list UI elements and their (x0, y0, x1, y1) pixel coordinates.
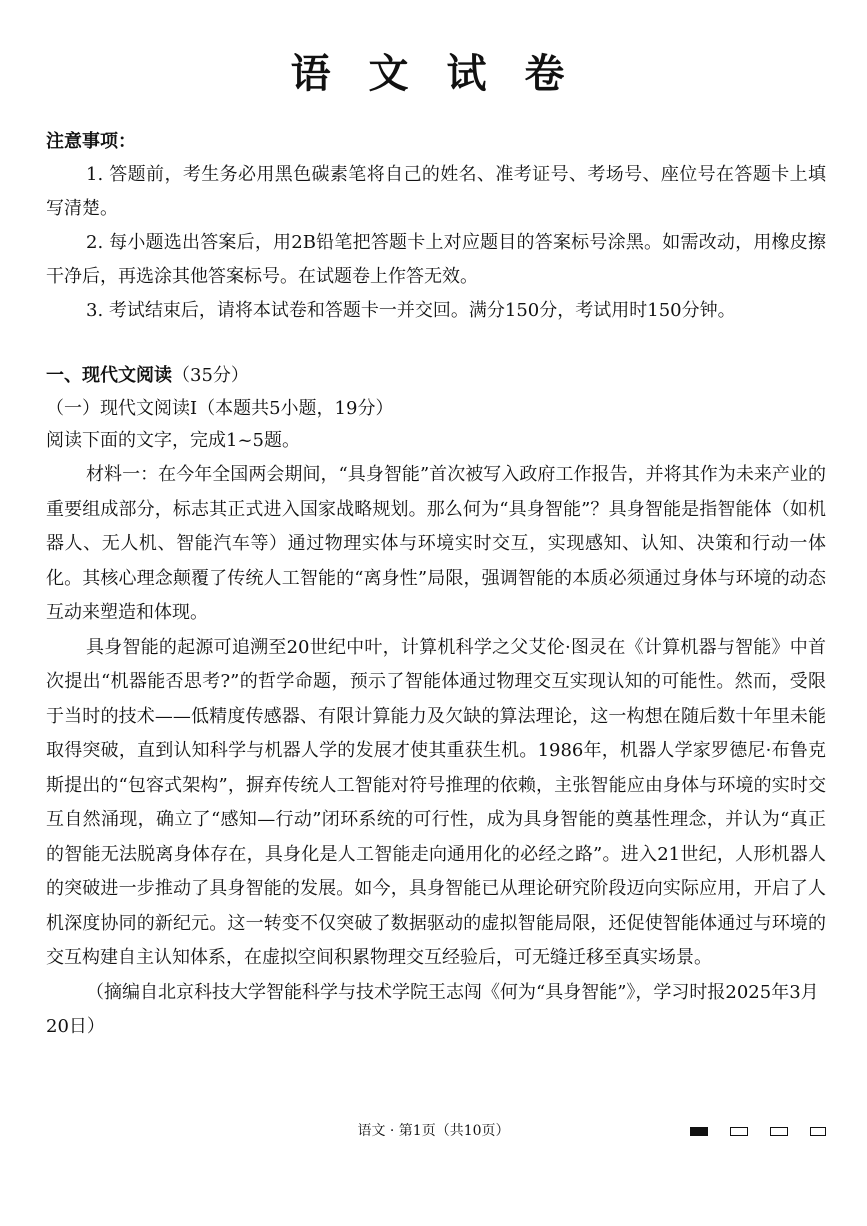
passage-paragraph: 材料一：在今年全国两会期间，“具身智能”首次被写入政府工作报告，并将其作为未来产业的重要组成部分，标志其正式进入国家战略规划。那么何为“具身智能”？具身智能是指智能体（如机器人、无人机、智能汽车等）通过物理实体与环境实时交互，实现感知、认知、决策和行动一体化。其核心理念颠覆了传统人工智能的“离身性”局限，强调智能的本质必须通过身体与环境的动态互动来塑造和体现。 (46, 464, 826, 623)
page-mark-empty (810, 1127, 826, 1136)
reading-instruction: 阅读下面的文字，完成1~5题。 (46, 430, 300, 451)
passage-source: （摘编自北京科技大学智能科学与技术学院王志闯《何为“具身智能”》，学习时报2025年3月20日） (46, 981, 819, 1037)
reading-passage (46, 458, 826, 1045)
section-title: 一、现代文阅读 (46, 365, 172, 386)
page-mark-filled (690, 1127, 708, 1136)
section-heading (46, 362, 249, 390)
notice-item: 2. 每小题选出答案后，用2B铅笔把答题卡上对应题目的答案标号涂黑。如需改动，用橡皮擦干净后，再选涂其他答案标号。在试题卷上作答无效。 (46, 232, 826, 287)
page-marks (690, 1125, 830, 1139)
page-mark-empty (770, 1127, 788, 1136)
sub-heading: （一）现代文阅读Ⅰ（本题共5小题，19分） (46, 398, 394, 419)
notice-item: 3. 考试结束后，请将本试卷和答题卡一并交回。满分150分，考试用时150分钟。 (86, 300, 736, 321)
exam-title: 语 文 试 卷 (290, 50, 577, 97)
passage-paragraph: 具身智能的起源可追溯至20世纪中叶，计算机科学之父艾伦·图灵在《计算机器与智能》中首次提出“机器能否思考?”的哲学命题，预示了智能体通过物理交互实现认知的可能性。然而，受限于当时的技术——低精度传感器、有限计算能力及欠缺的算法理论，这一构想在随后数十年里未能取得突破，直到认知科学与机器人学的发展才使其重获生机。1986年，机器人学家罗德尼·布鲁克斯提出的“包容式架构”，摒弃传统人工智能对符号推理的依赖，主张智能应由身体与环境的实时交互自然涌现，确立了“感知—行动”闭环系统的可行性，成为具身智能的奠基性理念，并认为“真正的智能无法脱离身体存在，具身化是人工智能走向通用化的必经之路”。进入21世纪，人形机器人的突破进一步推动了具身智能的发展。如今，具身智能已从理论研究阶段迈向实际应用，开启了人机深度协同的新纪元。这一转变不仅突破了数据驱动的虚拟智能局限，还促使智能体通过与环境的交互构建自主认知体系，在虚拟空间积累物理交互经验后，可无缝迁移至真实场景。 (46, 636, 826, 968)
page-footer: 语文 · 第1页（共10页） (357, 1123, 510, 1139)
section-score: （35分） (172, 365, 249, 386)
notice-item: 1. 答题前，考生务必用黑色碳素笔将自己的姓名、准考证号、考场号、座位号在答题卡上填写清楚。 (46, 164, 826, 219)
notice-list (46, 158, 826, 328)
notice-heading: 注意事项： (46, 131, 136, 152)
page-mark-empty (730, 1127, 748, 1136)
